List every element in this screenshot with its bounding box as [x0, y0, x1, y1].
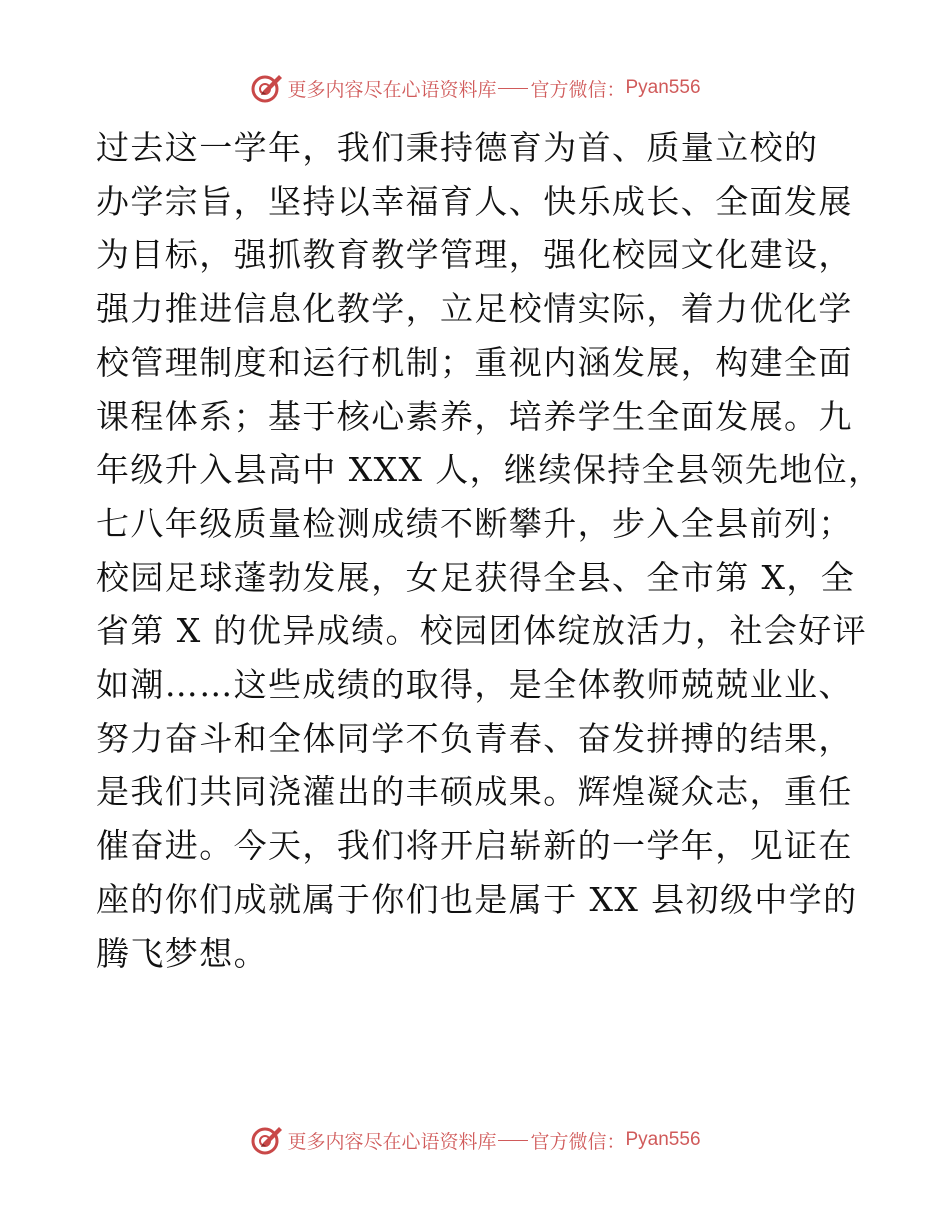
watermark-text: 更多内容尽在心语资料库	[287, 1130, 497, 1153]
pen-logo-icon	[249, 1123, 283, 1157]
header-watermark	[0, 68, 950, 108]
body-line: 省第 X 的优异成绩。校园团体绽放活力，社会好评	[96, 611, 868, 651]
watermark-dash	[498, 1140, 528, 1141]
body-line: 腾飞梦想。	[96, 933, 268, 973]
body-paragraph	[96, 121, 883, 980]
body-line: 年级升入县高中 XXX 人，继续保持全县领先地位，	[96, 450, 883, 490]
watermark-wechat-id: Pyan556	[625, 1129, 701, 1150]
body-line: 校园足球蓬勃发展，女足获得全县、全市第 X，全	[96, 557, 856, 597]
body-line: 如潮……这些成绩的取得，是全体教师兢兢业业、	[96, 665, 853, 705]
pen-logo-icon	[249, 71, 283, 105]
watermark-dash	[498, 88, 528, 89]
body-line: 课程体系；基于核心素养，培养学生全面发展。九	[96, 396, 853, 436]
body-line: 办学宗旨，坚持以幸福育人、快乐成长、全面发展	[96, 181, 853, 221]
body-line: 校管理制度和运行机制；重视内涵发展，构建全面	[96, 342, 853, 382]
body-line: 为目标，强抓教育教学管理，强化校园文化建设，	[96, 235, 853, 275]
body-line: 强力推进信息化教学，立足校情实际，着力优化学	[96, 289, 853, 329]
body-line: 催奋进。今天，我们将开启崭新的一学年，见证在	[96, 826, 853, 866]
body-line: 座的你们成就属于你们也是属于 XX 县初级中学的	[96, 879, 858, 919]
watermark-official-label: 官方微信：	[530, 1130, 626, 1153]
body-line: 过去这一学年，我们秉持德育为首、质量立校的	[96, 128, 819, 167]
body-line: 努力奋斗和全体同学不负青春、奋发拼搏的结果，	[96, 718, 853, 758]
watermark-official-label: 官方微信：	[530, 78, 626, 101]
watermark-wechat-id: Pyan556	[625, 77, 701, 98]
watermark-text: 更多内容尽在心语资料库	[287, 78, 497, 101]
footer-watermark	[0, 1120, 950, 1160]
body-line: 是我们共同浇灌出的丰硕成果。辉煌凝众志，重任	[96, 772, 853, 812]
body-line: 七八年级质量检测成绩不断攀升，步入全县前列；	[96, 503, 853, 543]
